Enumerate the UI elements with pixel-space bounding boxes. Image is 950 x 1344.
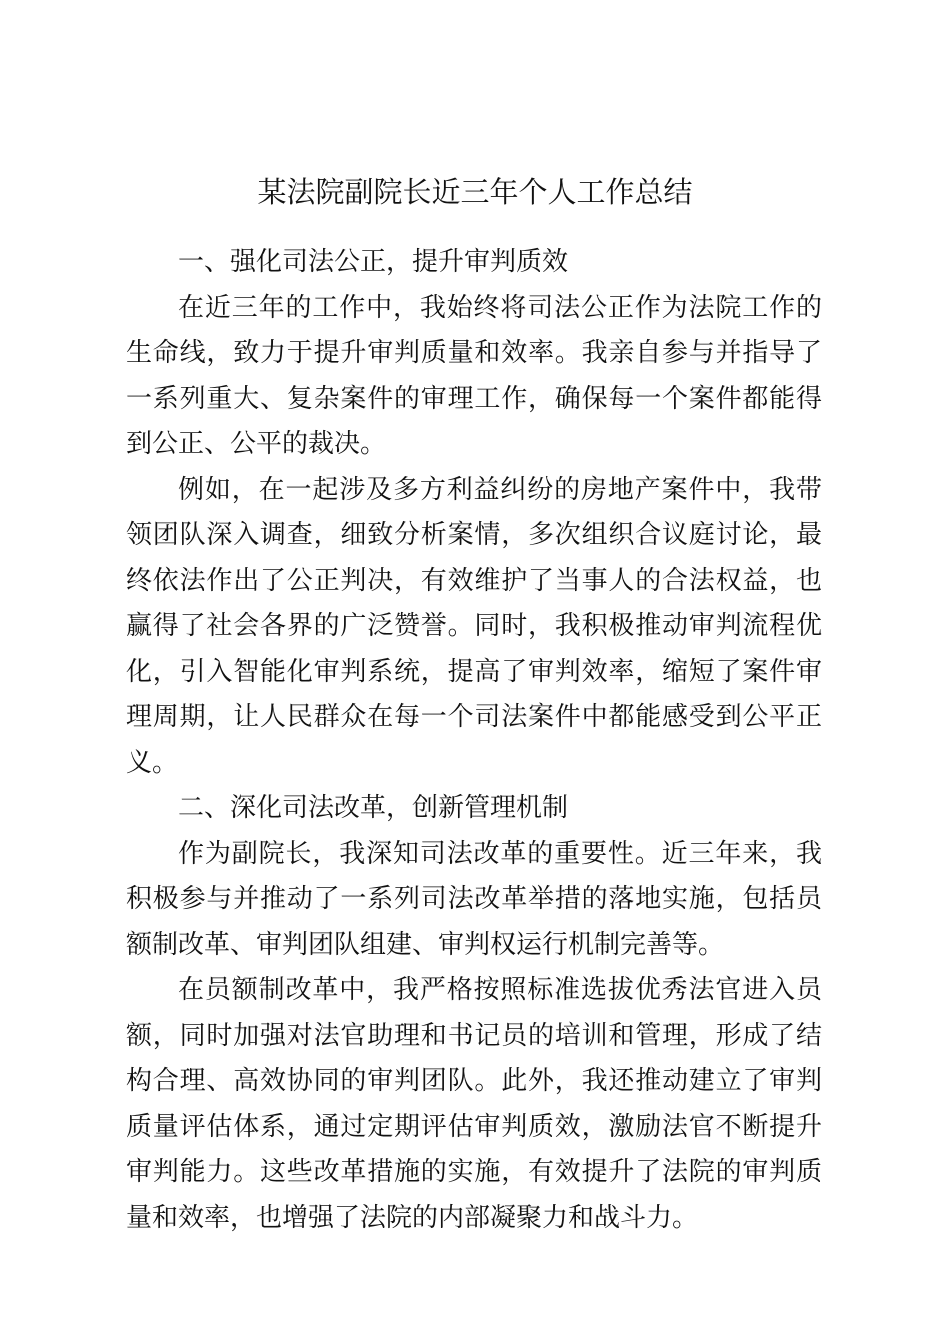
paragraph: 在近三年的工作中，我始终将司法公正作为法院工作的生命线，致力于提升审判质量和效率。我亲自参与并指导了一系列重大、复杂案件的审理工作，确保每一个案件都能得到公正、公平的裁决。 xyxy=(126,292,822,459)
paragraph: 作为副院长，我深知司法改革的重要性。近三年来，我积极参与并推动了一系列司法改革举措的落地实施，包括员额制改革、审判团队组建、审判权运行机制完善等。 xyxy=(126,838,822,960)
paragraph: 例如，在一起涉及多方利益纠纷的房地产案件中，我带领团队深入调查，细致分析案情，多次组织合议庭讨论，最终依法作出了公正判决，有效维护了当事人的合法权益，也赢得了社会各界的广泛赞誉。同时，我积极推动审判流程优化，引入智能化审判系统，提高了审判效率，缩短了案件审理周期，让人民群众在每一个司法案件中都能感受到公平正义。 xyxy=(126,474,822,778)
section-heading-2: 二、深化司法改革，创新管理机制 xyxy=(178,793,569,823)
document-title: 某法院副院长近三年个人工作总结 xyxy=(257,175,693,209)
section-heading-1: 一、强化司法公正，提升审判质效 xyxy=(178,247,569,277)
document-body xyxy=(126,240,822,1241)
paragraph: 在员额制改革中，我严格按照标准选拔优秀法官进入员额，同时加强对法官助理和书记员的培训和管理，形成了结构合理、高效协同的审判团队。此外，我还推动建立了审判质量评估体系，通过定期评估审判质效，激励法官不断提升审判能力。这些改革措施的实施，有效提升了法院的审判质量和效率，也增强了法院的内部凝聚力和战斗力。 xyxy=(126,975,822,1233)
